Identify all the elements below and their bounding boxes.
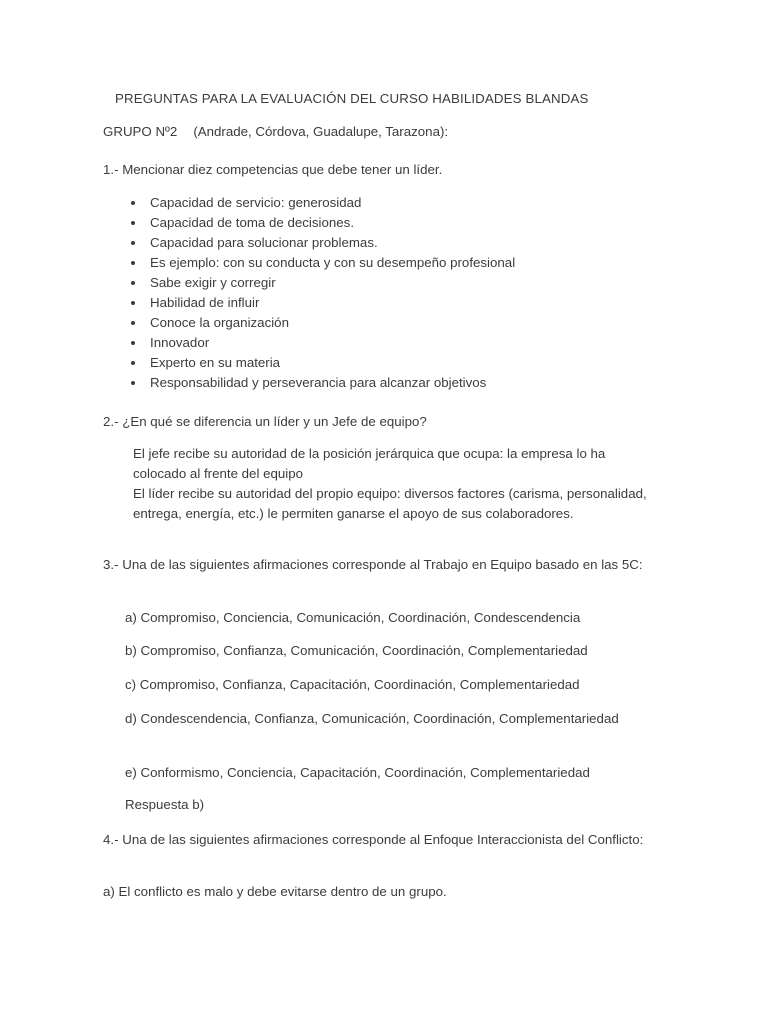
bullet-icon	[131, 221, 135, 225]
page-title: PREGUNTAS PARA LA EVALUACIÓN DEL CURSO HABILIDADES BLANDAS	[115, 91, 589, 106]
list-item-label: Capacidad para solucionar problemas.	[150, 235, 378, 250]
question-2-answer	[133, 444, 651, 524]
list-item-label: Innovador	[150, 335, 210, 350]
question-1-bullet-list	[0, 193, 515, 393]
bullet-icon	[131, 381, 135, 385]
group-members: (Andrade, Córdova, Guadalupe, Tarazona):	[193, 124, 449, 139]
question-3-answer: Respuesta b)	[125, 797, 205, 812]
question-2-heading: 2.- ¿En qué se diferencia un líder y un Jefe de equipo?	[103, 414, 427, 429]
question-3-option-e: e) Conformismo, Conciencia, Capacitación, Coordinación, Complementariedad	[125, 765, 590, 780]
list-item	[0, 353, 515, 373]
bullet-icon	[131, 201, 135, 205]
question-1-heading: 1.- Mencionar diez competencias que debe tener un líder.	[103, 162, 443, 177]
list-item-label: Habilidad de influir	[150, 295, 260, 310]
group-label: GRUPO Nº2	[103, 124, 178, 139]
list-item	[0, 193, 515, 213]
list-item-label: Sabe exigir y corregir	[150, 275, 276, 290]
question-3-option-b: b) Compromiso, Confianza, Comunicación, Coordinación, Complementariedad	[125, 643, 588, 658]
list-item	[0, 293, 515, 313]
list-item-label: Es ejemplo: con su conducta y con su desempeño profesional	[150, 255, 516, 270]
answer-paragraph: El jefe recibe su autoridad de la posición jerárquica que ocupa: la empresa lo ha colocado al frente del equipo	[133, 446, 606, 481]
list-item-label: Capacidad de toma de decisiones.	[150, 215, 355, 230]
bullet-icon	[131, 261, 135, 265]
question-3-option-d: d) Condescendencia, Confianza, Comunicación, Coordinación, Complementariedad	[125, 711, 619, 726]
question-3-option-a: a) Compromiso, Conciencia, Comunicación, Coordinación, Condescendencia	[125, 610, 581, 625]
question-4-option-a: a) El conflicto es malo y debe evitarse dentro de un grupo.	[103, 884, 447, 899]
bullet-icon	[131, 321, 135, 325]
list-item-label: Capacidad de servicio: generosidad	[150, 195, 362, 210]
bullet-icon	[131, 341, 135, 345]
list-item-label: Responsabilidad y perseverancia para alcanzar objetivos	[150, 375, 487, 390]
list-item	[0, 233, 515, 253]
question-3-option-c: c) Compromiso, Confianza, Capacitación, Coordinación, Complementariedad	[125, 677, 580, 692]
bullet-icon	[131, 301, 135, 305]
list-item	[0, 273, 515, 293]
group-line	[103, 123, 448, 141]
list-item	[0, 313, 515, 333]
question-3-heading: 3.- Una de las siguientes afirmaciones corresponde al Trabajo en Equipo basado en las 5C:	[103, 557, 643, 572]
list-item	[0, 213, 515, 233]
bullet-icon	[131, 361, 135, 365]
list-item	[0, 253, 515, 273]
list-item	[0, 373, 515, 393]
answer-paragraph: El líder recibe su autoridad del propio equipo: diversos factores (carisma, personalidad, entrega, energía, etc.) le permiten ganarse el apoyo de sus colaboradores.	[133, 486, 647, 521]
question-4-heading: 4.- Una de las siguientes afirmaciones corresponde al Enfoque Interaccionista del Conflicto:	[103, 832, 644, 847]
list-item	[0, 333, 515, 353]
list-item-label: Experto en su materia	[150, 355, 281, 370]
list-item-label: Conoce la organización	[150, 315, 289, 330]
bullet-icon	[131, 281, 135, 285]
bullet-icon	[131, 241, 135, 245]
